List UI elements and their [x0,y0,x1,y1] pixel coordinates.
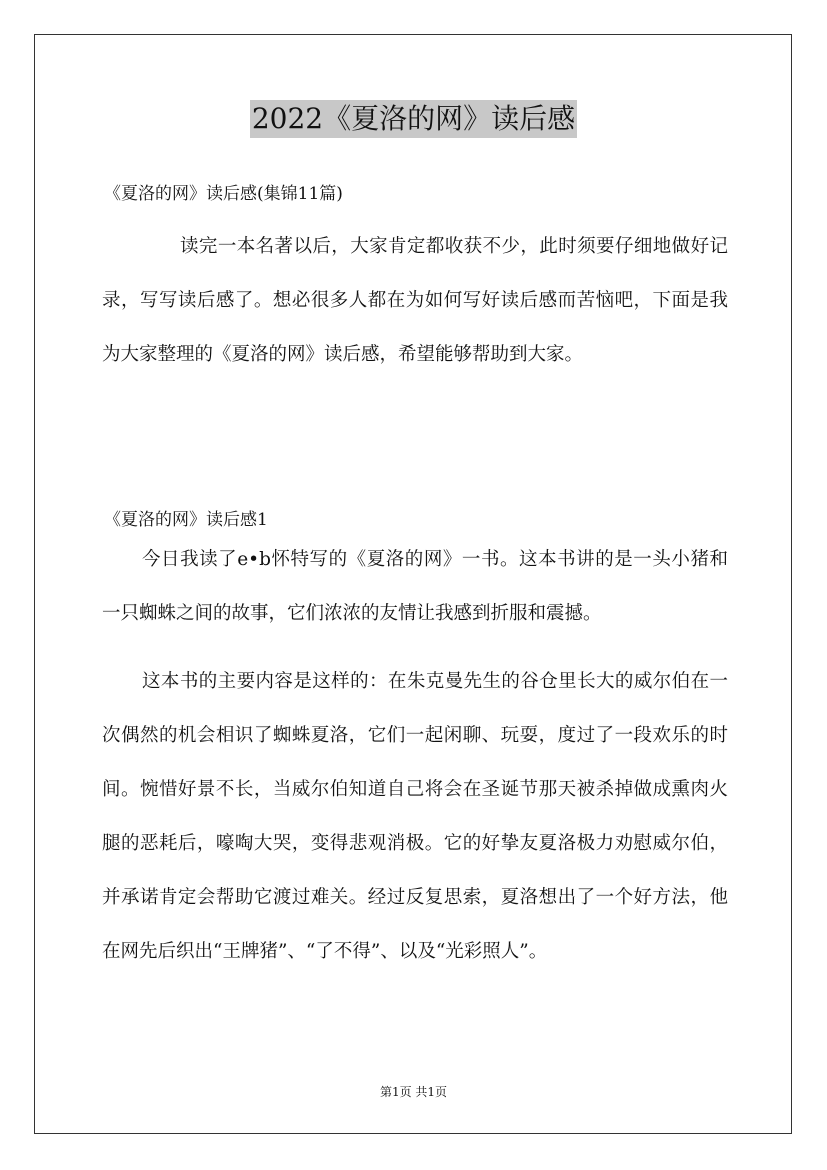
body-paragraph: 今日我读了e•b怀特写的《夏洛的网》一书。这本书讲的是一头小猪和一只蜘蛛之间的故事，它们浓浓的友情让我感到折服和震撼。 [102,549,728,624]
intro-paragraph: 读完一本名著以后，大家肯定都收获不少，此时须要仔细地做好记录，写写读后感了。想必很多人都在为如何写好读后感而苦恼吧，下面是我为大家整理的《夏洛的网》读后感，希望能够帮助到大家。 [102,236,728,365]
page-footer: 第1页 共1页 [379,1085,448,1099]
title-text: 2022《夏洛的网》读后感 [250,100,577,138]
body-paragraph: 这本书的主要内容是这样的：在朱克曼先生的谷仓里长大的威尔伯在一次偶然的机会相识了蜘蛛夏洛，它们一起闲聊、玩耍，度过了一段欢乐的时间。惋惜好景不长，当威尔伯知道自己将会在圣诞节那天被杀掉做成熏肉火腿的恶耗后，嚎啕大哭，变得悲观消极。它的好挚友夏洛极力劝慰威尔伯，并承诺肯定会帮助它渡过难关。经过反复思索，夏洛想出了一个好方法，他在网先后织出“王牌猪”、“了不得”、以及“光彩照人”。 [102,671,728,962]
section-heading: 《夏洛的网》读后感1 [104,510,268,530]
document-subtitle: 《夏洛的网》读后感(集锦11篇) [104,184,343,204]
document-title [0,100,827,138]
